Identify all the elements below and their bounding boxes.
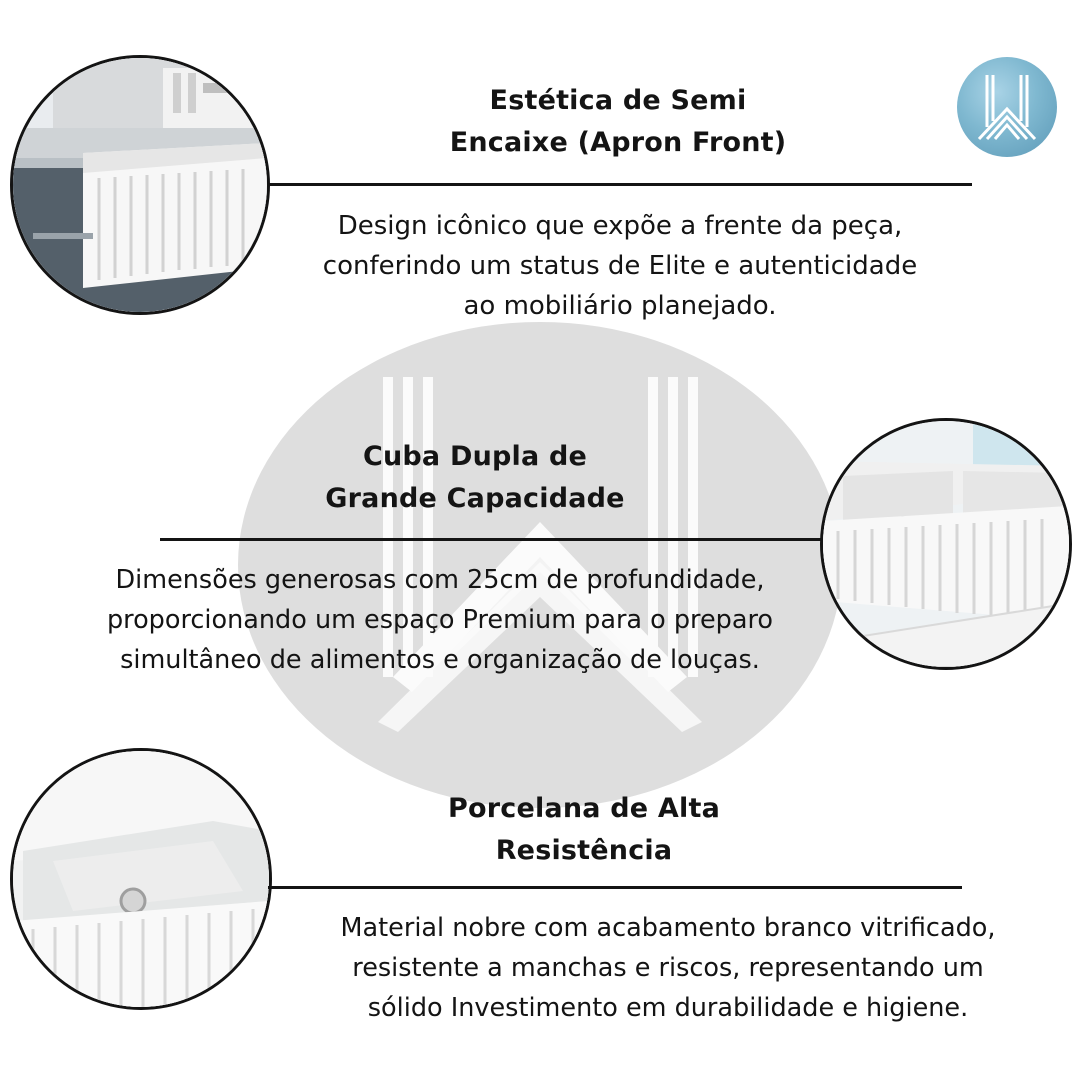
description-line: Design icônico que expõe a frente da peça,	[337, 211, 903, 241]
kitchen-sink-photo	[10, 55, 270, 315]
description-line: conferindo um status de Elite e autenticidade	[322, 251, 918, 281]
description-line: proporcionando um espaço Premium para o preparo	[106, 605, 774, 635]
section-divider	[160, 538, 822, 541]
description-line: resistente a manchas e riscos, representando um	[352, 953, 984, 983]
section-title-line: Estética de Semi	[489, 85, 747, 116]
description-line: ao mobiliário planejado.	[463, 291, 777, 321]
kitchen-apron-sink-photo-icon	[13, 58, 267, 312]
section-title-line: Porcelana de Alta	[447, 793, 720, 824]
section-description	[268, 908, 1068, 1028]
section-title-line: Cuba Dupla de	[362, 441, 588, 472]
section-title	[364, 788, 804, 872]
double-sink-photo	[820, 418, 1072, 670]
porcelain-basin-closeup-photo-icon	[13, 751, 269, 1007]
section-description	[40, 560, 840, 680]
section-title	[250, 436, 700, 520]
section-title-line: Encaixe (Apron Front)	[449, 127, 787, 158]
section-description	[268, 206, 972, 326]
section-title-line: Grande Capacidade	[325, 483, 625, 514]
section-divider	[268, 886, 962, 889]
description-line: Material nobre com acabamento branco vitrificado,	[340, 913, 996, 943]
description-line: sólido Investimento em durabilidade e higiene.	[367, 993, 969, 1023]
brand-logo	[957, 57, 1057, 157]
section-divider	[268, 183, 972, 186]
section-title-line: Resistência	[495, 835, 673, 866]
brand-monogram-icon	[957, 57, 1057, 157]
porcelain-closeup-photo	[10, 748, 272, 1010]
double-basin-sink-photo-icon	[823, 421, 1069, 667]
section-title	[398, 80, 838, 164]
description-line: simultâneo de alimentos e organização de louças.	[120, 645, 760, 675]
description-line: Dimensões generosas com 25cm de profundidade,	[115, 565, 765, 595]
